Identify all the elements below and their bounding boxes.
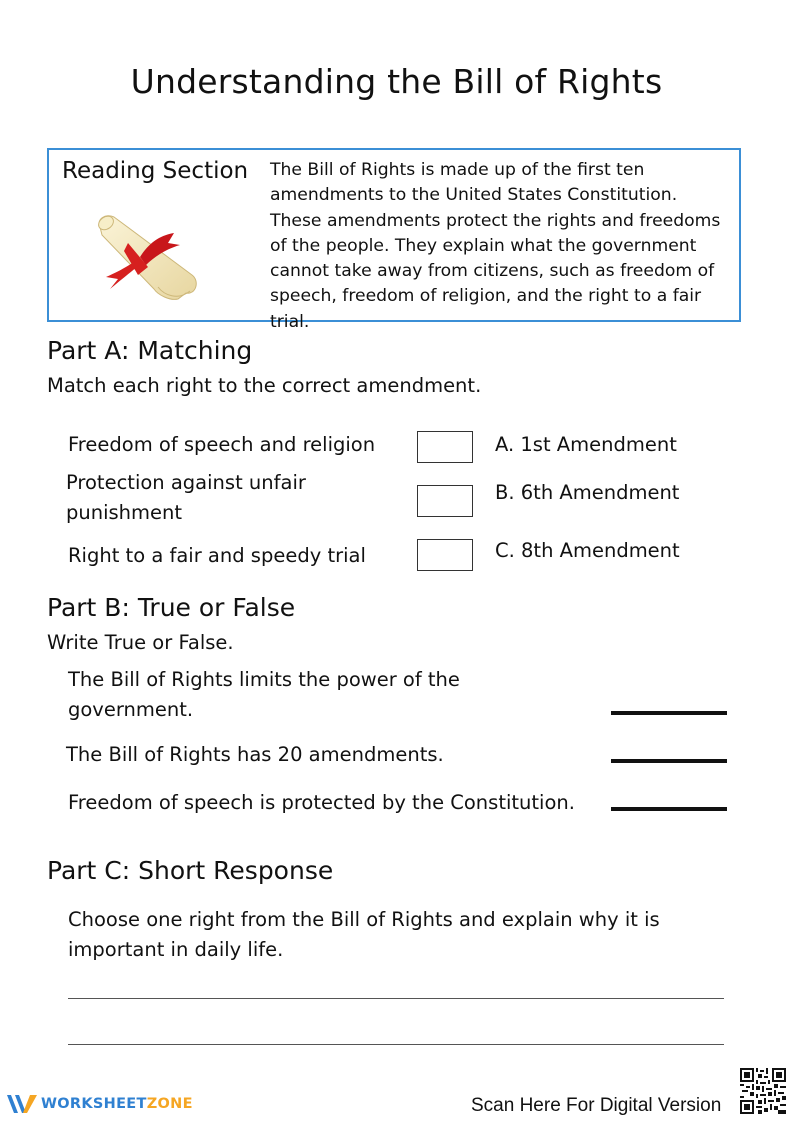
response-line-1[interactable] bbox=[68, 998, 724, 999]
matching-answer-box-2[interactable] bbox=[417, 485, 473, 517]
reading-section-text: The Bill of Rights is made up of the first ten amendments to the United States Constitution. These amendments protect the rights and freedoms of the people. They explain what the government cannot take away from citizens, such as freedom of speech, freedom of religion, and the right to a fair trial. bbox=[270, 160, 721, 332]
part-c-heading: Part C: Short Response bbox=[47, 856, 334, 885]
part-b-instruction: Write True or False. bbox=[47, 631, 234, 654]
qr-code-icon[interactable] bbox=[740, 1068, 786, 1114]
part-b-heading: Part B: True or False bbox=[47, 593, 296, 622]
matching-option-b: B. 6th Amendment bbox=[495, 481, 680, 504]
brand-name bbox=[41, 1096, 193, 1112]
scan-text: Scan Here For Digital Version bbox=[471, 1095, 722, 1116]
matching-item-2: Protection against unfair punishment bbox=[66, 471, 306, 524]
reading-section-label: Reading Section bbox=[62, 158, 249, 184]
matching-item-3: Right to a fair and speedy trial bbox=[68, 544, 366, 567]
worksheet-zone-logo-icon bbox=[6, 1092, 38, 1116]
true-false-item-3: Freedom of speech is protected by the Constitution. bbox=[68, 791, 575, 814]
matching-option-a: A. 1st Amendment bbox=[495, 433, 677, 456]
scroll-icon bbox=[88, 205, 208, 305]
true-false-item-1: The Bill of Rights limits the power of the government. bbox=[68, 668, 460, 721]
matching-item-1: Freedom of speech and religion bbox=[68, 433, 376, 456]
part-a-heading: Part A: Matching bbox=[47, 336, 253, 365]
matching-answer-box-1[interactable] bbox=[417, 431, 473, 463]
matching-option-c: C. 8th Amendment bbox=[495, 539, 680, 562]
response-line-2[interactable] bbox=[68, 1044, 724, 1045]
true-false-answer-line-2[interactable] bbox=[611, 759, 727, 763]
true-false-item-2: The Bill of Rights has 20 amendments. bbox=[66, 743, 444, 766]
brand-zone: ZONE bbox=[146, 1096, 193, 1112]
true-false-answer-line-1[interactable] bbox=[611, 711, 727, 715]
matching-answer-box-3[interactable] bbox=[417, 539, 473, 571]
brand-worksheet: WORKSHEET bbox=[41, 1096, 147, 1112]
part-a-instruction: Match each right to the correct amendment. bbox=[47, 374, 482, 397]
page-title: Understanding the Bill of Rights bbox=[130, 62, 663, 101]
short-response-prompt: Choose one right from the Bill of Rights and explain why it is important in daily life. bbox=[68, 908, 660, 961]
true-false-answer-line-3[interactable] bbox=[611, 807, 727, 811]
